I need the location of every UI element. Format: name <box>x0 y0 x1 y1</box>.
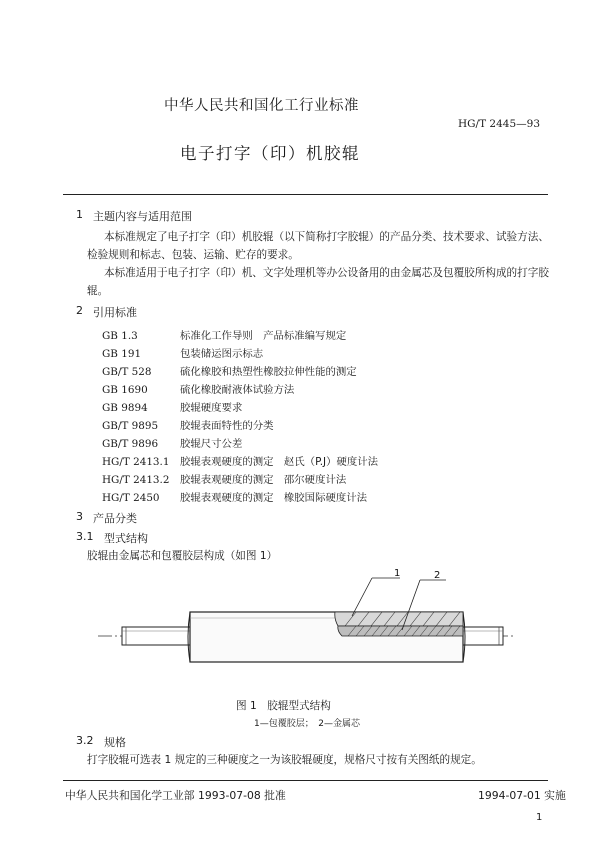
ref-code: HG/T 2413.1 <box>102 456 170 468</box>
footer-rule <box>63 780 548 781</box>
ref-code: GB 1690 <box>102 384 148 396</box>
ref-item <box>102 489 367 504</box>
left-shaft <box>122 627 190 645</box>
standard-code: HG/T 2445—93 <box>458 118 541 130</box>
ref-item <box>102 471 346 486</box>
effective-date: 1994-07-01 实施 <box>478 789 566 802</box>
ref-text: 胶辊表观硬度的测定 邵尔硬度计法 <box>180 474 347 486</box>
ref-code: HG/T 2413.2 <box>102 474 170 486</box>
ref-item <box>102 381 294 396</box>
section-3-1-text: 胶辊由金属芯和包覆胶层构成（如图 1） <box>87 550 278 562</box>
section-1-p1-line2: 检验规则和标志、包装、运输、贮存的要求。 <box>87 249 299 261</box>
metal-core-section <box>338 626 463 636</box>
section-3-1-number: 3.1 <box>76 530 94 543</box>
section-3-1-heading: 型式结构 <box>104 532 148 545</box>
callout-1: 1 <box>394 568 401 579</box>
roller-figure <box>90 566 520 686</box>
document-title: 电子打字（印）机胶辊 <box>180 144 360 163</box>
ref-text: 胶辊表观硬度的测定 赵氏（P.J）硬度计法 <box>180 456 379 468</box>
leader-line-1 <box>352 578 372 616</box>
ref-text: 包装储运图示标志 <box>180 348 264 360</box>
section-1-p1-line1: 本标准规定了电子打字（印）机胶辊（以下简称打字胶辊）的产品分类、技术要求、试验方法、 <box>104 231 549 243</box>
section-3-number: 3 <box>76 510 83 523</box>
ref-item <box>102 327 346 342</box>
ref-text: 标准化工作导则 产品标准编写规定 <box>180 330 347 342</box>
ref-text: 硫化橡胶耐液体试验方法 <box>180 384 295 396</box>
ref-code: GB 9894 <box>102 402 148 414</box>
section-3-2-text: 打字胶辊可选表 1 规定的三种硬度之一为该胶辊硬度，规格尺寸按有关图纸的规定。 <box>87 754 482 766</box>
ref-code: GB 191 <box>102 348 142 360</box>
ref-text: 硫化橡胶和热塑性橡胶拉伸性能的测定 <box>180 366 357 378</box>
ref-text: 胶辊表面特性的分类 <box>180 420 274 432</box>
ref-code: GB/T 9896 <box>102 438 159 450</box>
ref-text: 胶辊尺寸公差 <box>180 438 243 450</box>
approval-info: 中华人民共和国化学工业部 1993-07-08 批准 <box>65 789 286 802</box>
section-3-2-heading: 规格 <box>104 736 126 749</box>
ref-item <box>102 435 242 450</box>
ref-code: GB/T 9895 <box>102 420 159 432</box>
section-1-heading: 主题内容与适用范围 <box>93 210 192 223</box>
section-1-p2-line1: 本标准适用于电子打字（印）机、文字处理机等办公设备用的由金属芯及包覆胶所构成的打字胶 <box>104 267 549 279</box>
callout-2: 2 <box>434 570 441 581</box>
section-1-number: 1 <box>76 208 83 221</box>
section-2-heading: 引用标准 <box>93 306 137 319</box>
right-shaft <box>463 627 503 645</box>
ref-item <box>102 345 263 360</box>
section-3-heading: 产品分类 <box>93 512 137 525</box>
ref-text: 胶辊表观硬度的测定 橡胶国际硬度计法 <box>180 492 368 504</box>
standard-body: 中华人民共和国化工行业标准 <box>164 98 359 114</box>
ref-item <box>102 399 242 414</box>
ref-code: HG/T 2450 <box>102 492 160 504</box>
ref-item <box>102 363 357 378</box>
ref-code: GB/T 528 <box>102 366 152 378</box>
section-2-number: 2 <box>76 304 83 317</box>
section-3-2-number: 3.2 <box>76 734 94 747</box>
ref-text: 胶辊硬度要求 <box>180 402 243 414</box>
ref-item <box>102 417 274 432</box>
page-number: 1 <box>536 812 543 823</box>
section-1-p2-line2: 辊。 <box>87 285 109 297</box>
header-rule <box>63 194 548 195</box>
ref-code: GB 1.3 <box>102 330 138 342</box>
figure-legend: 1—包覆胶层； 2—金属芯 <box>254 719 360 729</box>
figure-caption: 图 1 胶辊型式结构 <box>236 700 331 712</box>
ref-item <box>102 453 378 468</box>
